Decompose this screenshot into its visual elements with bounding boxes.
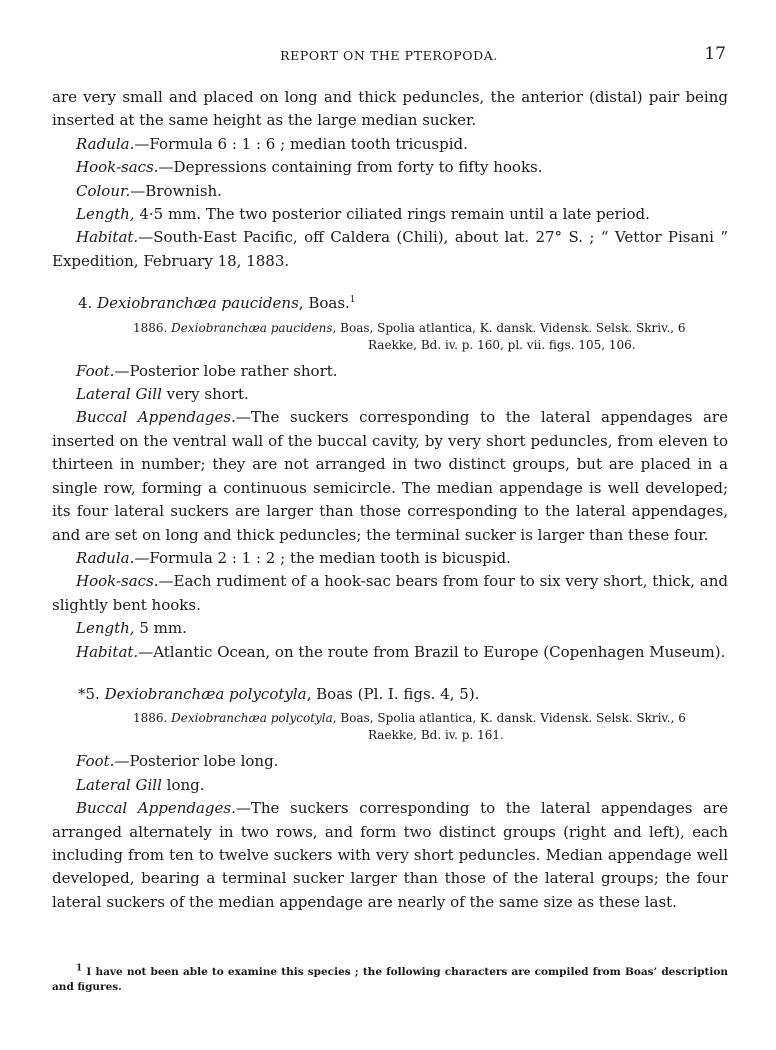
foot-paragraph: Foot.—Posterior lobe long. — [76, 752, 279, 771]
footnote-marker: 1 — [76, 963, 83, 974]
length-paragraph: Length, 4·5 mm. The two posterior ciliated rings remain until a late period. — [76, 205, 650, 224]
buccal-appendages-paragraph: Buccal Appendages.—The suckers corresponding to the lateral appendages are arranged alternately in two rows, and form two distinct groups (right and left), each including from ten to twelve suckers with very short peduncles. Median appendage well developed, bearing a terminal sucker larger than those of the lateral groups; the four lateral suckers of the median appendage are nearly of the same size as these last. — [52, 799, 728, 911]
habitat-paragraph: Habitat.—Atlantic Ocean, on the route from Brazil to Europe (Copenhagen Museum). — [76, 642, 726, 661]
reference-citation: 1886. Dexiobranchæa paucidens, Boas, Spolia atlantica, K. dansk. Vidensk. Selsk. Skriv., 6 Raekke, Bd. iv. p. 160, pl. vii. figs. 105, 106. — [133, 320, 686, 352]
running-head: REPORT ON THE PTEROPODA. — [280, 48, 498, 63]
hook-sacs-paragraph: Hook-sacs.—Depressions containing from forty to fifty hooks. — [76, 158, 543, 177]
lateral-gill-paragraph: Lateral Gill very short. — [76, 385, 249, 404]
footnote: $^1$ I have not been able to examine this species ; the following characters are compiled from Boas’ description and figures. — [52, 963, 728, 993]
foot-paragraph: Foot.—Posterior lobe rather short. — [76, 361, 338, 380]
radula-paragraph: Radula.—Formula 6 : 1 : 6 ; median tooth tricuspid. — [76, 134, 468, 153]
species-heading: *5. Dexiobranchæa polycotyla, Boas (Pl. I. figs. 4, 5). — [78, 684, 480, 703]
page-number: 17 — [704, 44, 726, 64]
body-text — [52, 86, 728, 914]
habitat-paragraph: Habitat.—South-East Pacific, off Caldera (Chili), about lat. 27° S. ; “ Vettor Pisani ” Expedition, February 18, 1883. — [52, 228, 728, 270]
colour-paragraph: Colour.—Brownish. — [76, 181, 222, 200]
species-heading: 4. Dexiobranchæa paucidens, Boas.$^1$ — [78, 294, 356, 313]
continuation-paragraph: are very small and placed on long and thick peduncles, the anterior (distal) pair being inserted at the same height as the large median sucker. — [52, 88, 728, 130]
radula-paragraph: Radula.—Formula 2 : 1 : 2 ; the median tooth is bicuspid. — [76, 548, 511, 567]
length-paragraph: Length, 5 mm. — [76, 619, 187, 638]
footnote-marker: 1 — [349, 295, 356, 306]
buccal-appendages-paragraph: Buccal Appendages.—The suckers corresponding to the lateral appendages are inserted on the ventral wall of the buccal cavity, by very short peduncles, from eleven to thirteen in number; they are not arranged in two distinct groups, but are placed in a single row, forming a continuous semicircle. The median appendage is well developed; its four lateral suckers are larger than those corresponding to the lateral appendages, and are set on long and thick peduncles; the terminal sucker is larger than these four. — [52, 408, 728, 544]
page-header — [52, 44, 726, 68]
hook-sacs-paragraph: Hook-sacs.—Each rudiment of a hook-sac bears from four to six very short, thick, and slightly bent hooks. — [52, 572, 728, 614]
reference-citation: 1886. Dexiobranchæa polycotyla, Boas, Spolia atlantica, K. dansk. Vidensk. Selsk. Skriv., 6 Raekke, Bd. iv. p. 161. — [133, 711, 686, 743]
lateral-gill-paragraph: Lateral Gill long. — [76, 775, 205, 794]
